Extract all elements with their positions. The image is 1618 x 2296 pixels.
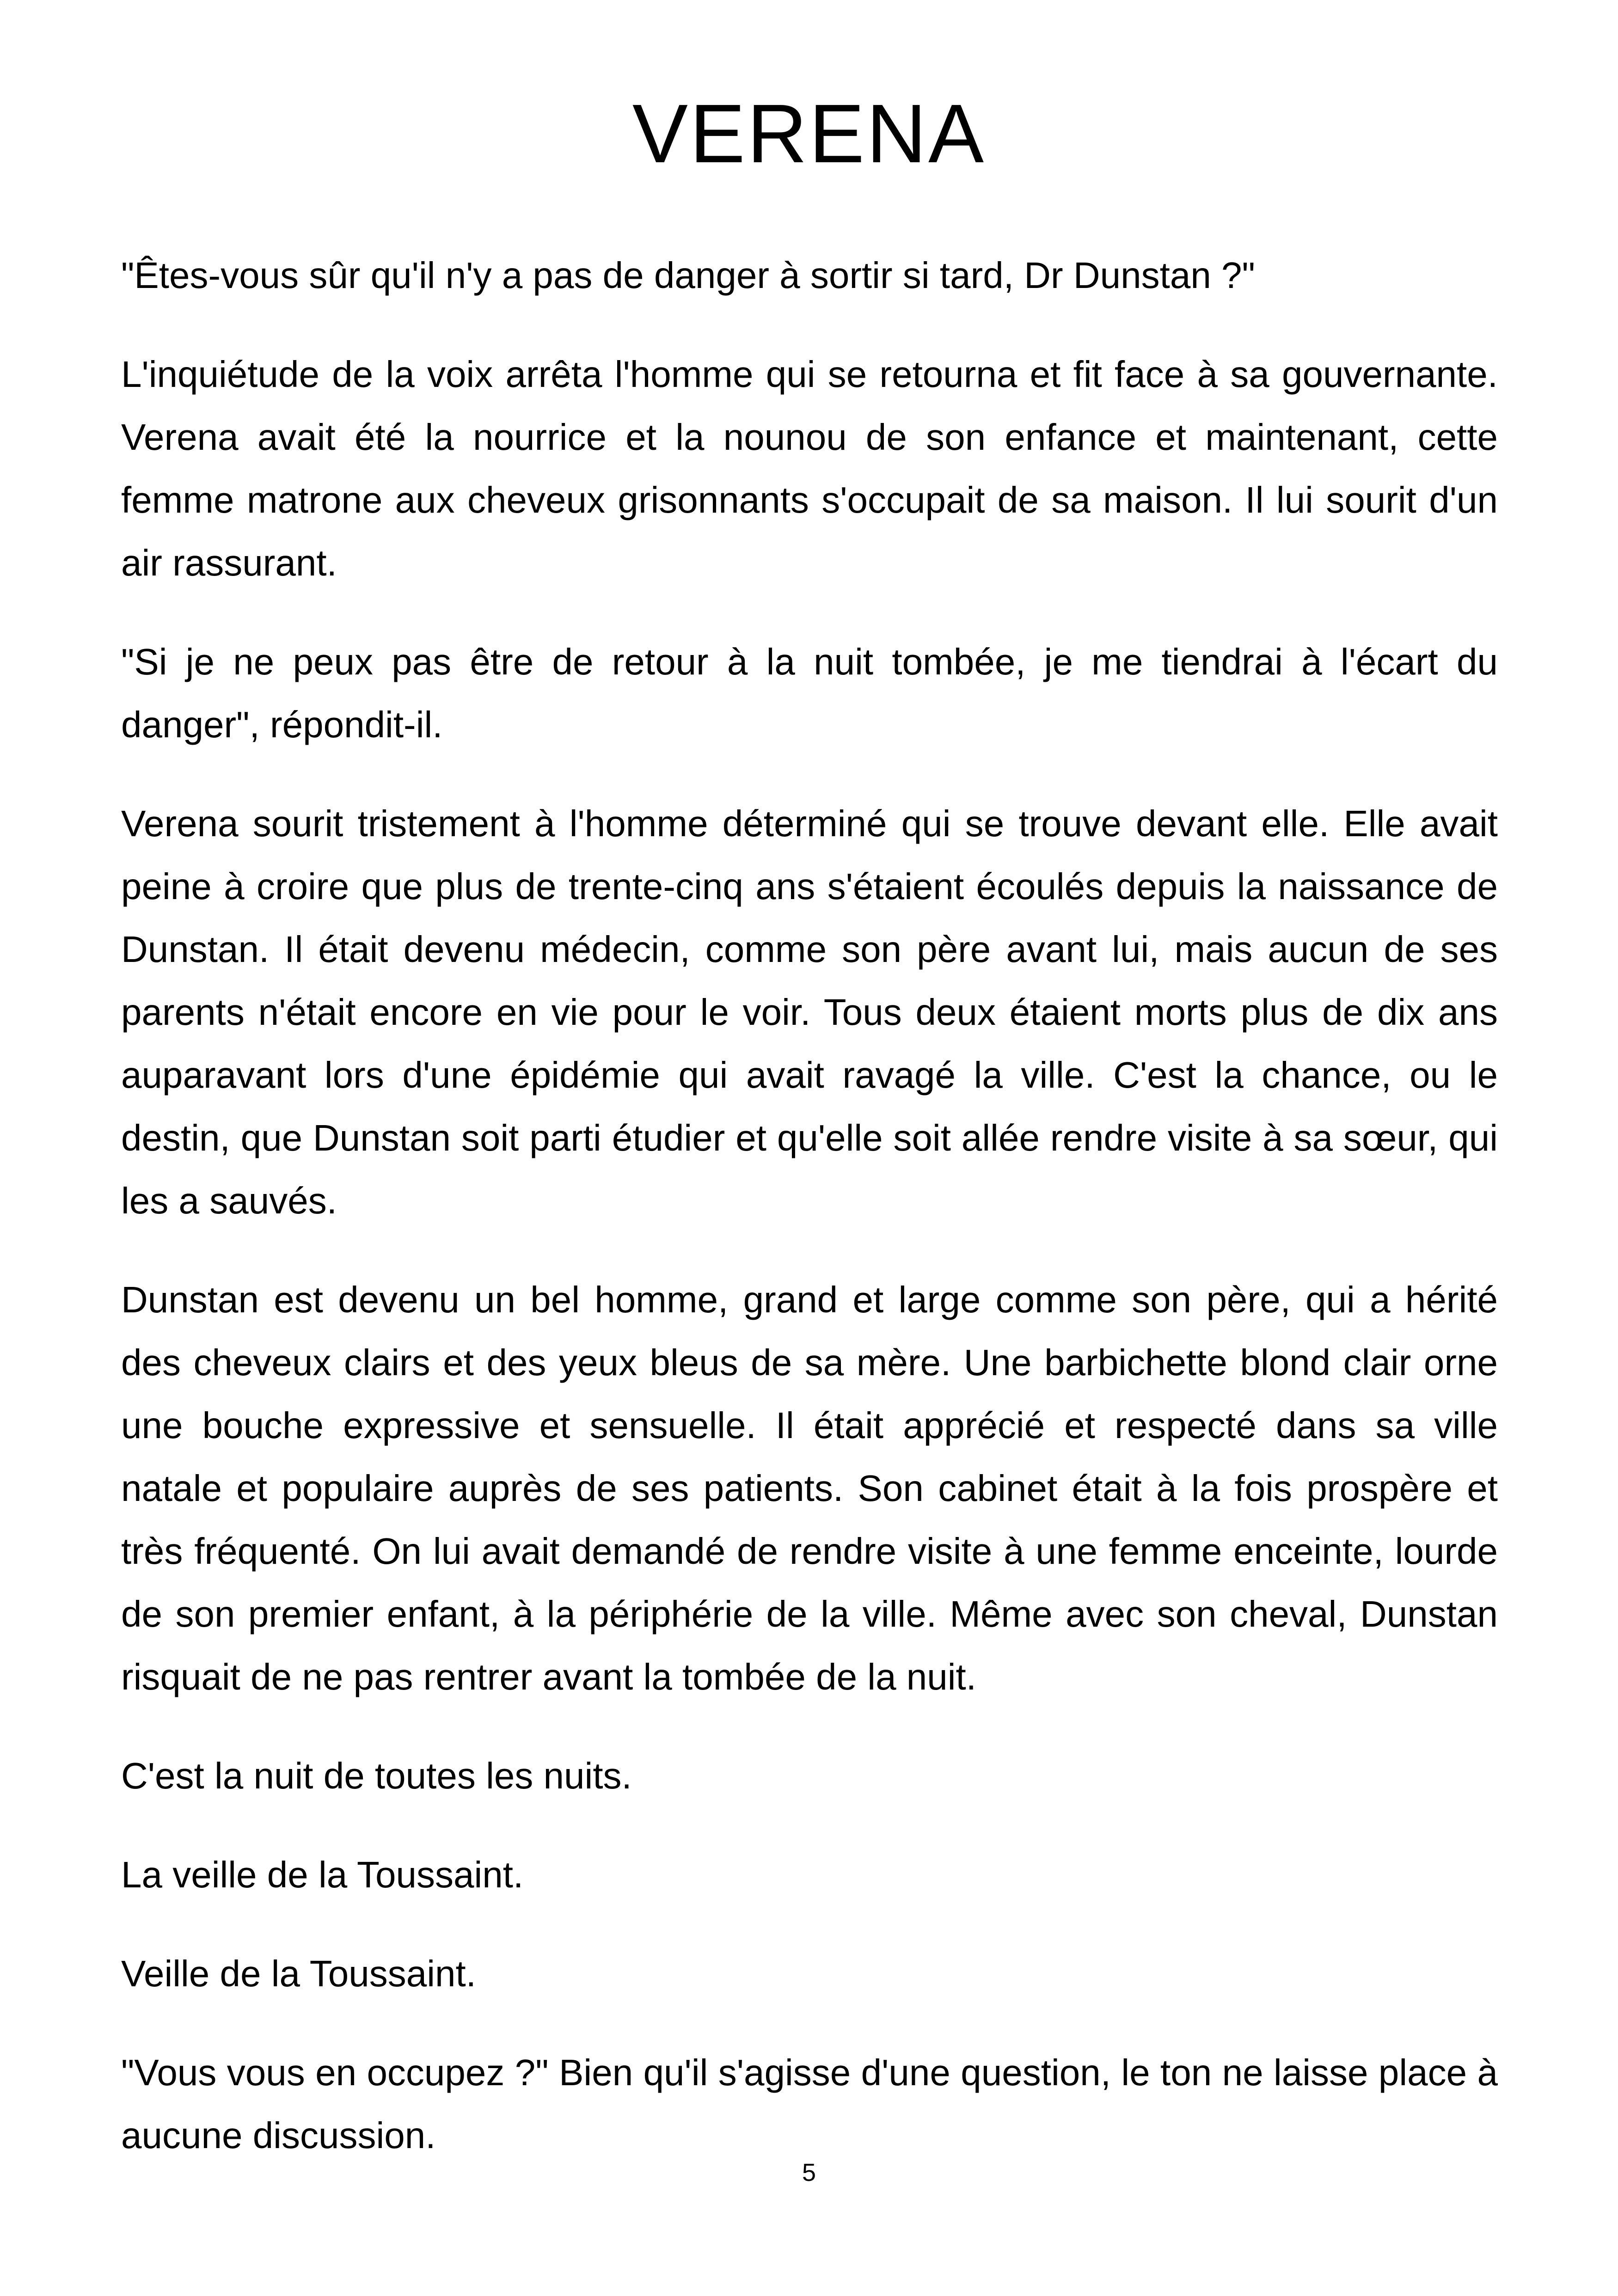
paragraph: Veille de la Toussaint. — [121, 1953, 476, 1994]
paragraph: L'inquiétude de la voix arrêta l'homme qui se retourna et fit face à sa gouvernante. Verena avait été la nourrice et la nounou de son enfance et maintenant, cette femme matrone aux cheveux grisonnants s'occupait de sa maison. Il lui sourit d'un air rassurant. — [121, 354, 1498, 583]
page-number: 5 — [802, 2159, 816, 2186]
chapter-title: VERENA — [632, 87, 986, 180]
paragraph: C'est la nuit de toutes les nuits. — [121, 1755, 632, 1796]
paragraph: "Si je ne peux pas être de retour à la nuit tombée, je me tiendrai à l'écart du danger", répondit-il. — [121, 641, 1498, 745]
paragraph: "Êtes-vous sûr qu'il n'y a pas de danger à sortir si tard, Dr Dunstan ?" — [121, 255, 1255, 296]
paragraph: "Vous vous en occupez ?" Bien qu'il s'agisse d'une question, le ton ne laisse place à aucune discussion. — [121, 2052, 1498, 2156]
body-text — [121, 244, 1498, 2203]
paragraph: Dunstan est devenu un bel homme, grand et large comme son père, qui a hérité des cheveux clairs et des yeux bleus de sa mère. Une barbichette blond clair orne une bouche expressive et sensuelle. Il était apprécié et respecté dans sa ville natale et populaire auprès de ses patients. Son cabinet était à la fois prospère et très fréquenté. On lui avait demandé de rendre visite à une femme enceinte, lourde de son premier enfant, à la périphérie de la ville. Même avec son cheval, Dunstan risquait de ne pas rentrer avant la tombée de la nuit. — [121, 1279, 1498, 1697]
paragraph: La veille de la Toussaint. — [121, 1854, 524, 1895]
paragraph: Verena sourit tristement à l'homme déterminé qui se trouve devant elle. Elle avait peine à croire que plus de trente-cinq ans s'étaient écoulés depuis la naissance de Dunstan. Il était devenu médecin, comme son père avant lui, mais aucun de ses parents n'était encore en vie pour le voir. Tous deux étaient morts plus de dix ans auparavant lors d'une épidémie qui avait ravagé la ville. C'est la chance, ou le destin, que Dunstan soit parti étudier et qu'elle soit allée rendre visite à sa sœur, qui les a sauvés. — [121, 803, 1498, 1221]
